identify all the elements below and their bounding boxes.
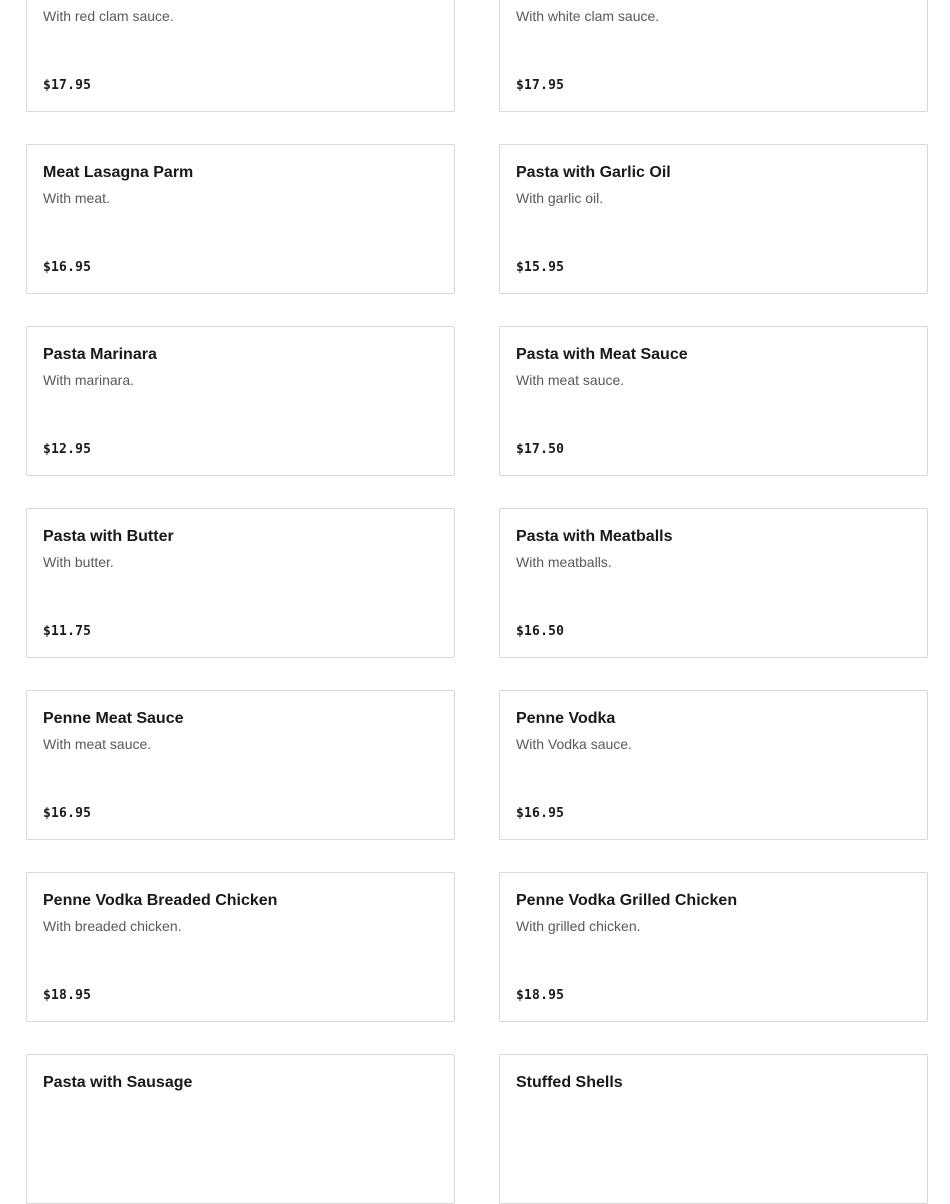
menu-item-card[interactable] <box>499 1054 928 1204</box>
menu-item-price: $18.95 <box>516 988 565 1003</box>
menu-item-name: Penne Meat Sauce <box>43 710 184 727</box>
menu-item-card[interactable] <box>499 872 928 1022</box>
menu-item-name <box>516 0 911 2</box>
menu-item-description: With breaded chicken. <box>43 918 182 934</box>
menu-item-card[interactable] <box>499 0 928 112</box>
menu-item-description: With grilled chicken. <box>516 918 641 934</box>
menu-item-price: $17.50 <box>516 442 565 457</box>
menu-item-grid <box>26 0 928 1204</box>
menu-item-name: Pasta with Meat Sauce <box>516 346 688 363</box>
menu-item-card[interactable] <box>26 872 455 1022</box>
menu-item-card[interactable] <box>26 0 455 112</box>
menu-item-description: With garlic oil. <box>516 190 604 206</box>
menu-item-card[interactable] <box>26 144 455 294</box>
menu-item-name: Meat Lasagna Parm <box>43 164 194 181</box>
menu-item-card[interactable] <box>26 1054 455 1204</box>
menu-item-card[interactable] <box>499 144 928 294</box>
menu-item-description: With butter. <box>43 554 114 570</box>
menu-item-description: With meatballs. <box>516 554 612 570</box>
menu-item-description: With meat. <box>43 190 110 206</box>
menu-item-price: $16.95 <box>43 806 92 821</box>
menu-item-card[interactable] <box>26 690 455 840</box>
menu-item-price: $12.95 <box>43 442 92 457</box>
menu-item-description: With meat sauce. <box>516 372 625 388</box>
menu-item-description: With Vodka sauce. <box>516 736 632 752</box>
menu-item-price: $16.50 <box>516 624 565 639</box>
menu-item-name: Penne Vodka Breaded Chicken <box>43 892 278 909</box>
menu-item-card[interactable] <box>499 508 928 658</box>
menu-item-name: Pasta with Sausage <box>43 1074 193 1091</box>
menu-item-card[interactable] <box>499 326 928 476</box>
menu-item-name: Pasta Marinara <box>43 346 157 363</box>
menu-item-price: $16.95 <box>43 260 92 275</box>
menu-item-name <box>43 0 438 2</box>
menu-item-name: Pasta with Garlic Oil <box>516 164 671 181</box>
menu-item-name: Pasta with Meatballs <box>516 528 673 545</box>
menu-item-price: $17.95 <box>516 78 565 93</box>
menu-item-card[interactable] <box>26 508 455 658</box>
menu-item-price: $11.75 <box>43 624 92 639</box>
menu-item-name: Penne Vodka Grilled Chicken <box>516 892 738 909</box>
menu-item-card[interactable] <box>26 326 455 476</box>
menu-item-name: Stuffed Shells <box>516 1074 623 1091</box>
menu-item-name: Penne Vodka <box>516 710 616 727</box>
menu-item-description: With red clam sauce. <box>43 8 174 24</box>
menu-item-price: $18.95 <box>43 988 92 1003</box>
menu-item-price: $15.95 <box>516 260 565 275</box>
menu-item-description: With marinara. <box>43 372 135 388</box>
menu-item-description: With white clam sauce. <box>516 8 660 24</box>
menu-item-description: With meat sauce. <box>43 736 152 752</box>
menu-item-price: $17.95 <box>43 78 92 93</box>
menu-item-name: Pasta with Butter <box>43 528 174 545</box>
menu-item-price: $16.95 <box>516 806 565 821</box>
menu-item-card[interactable] <box>499 690 928 840</box>
